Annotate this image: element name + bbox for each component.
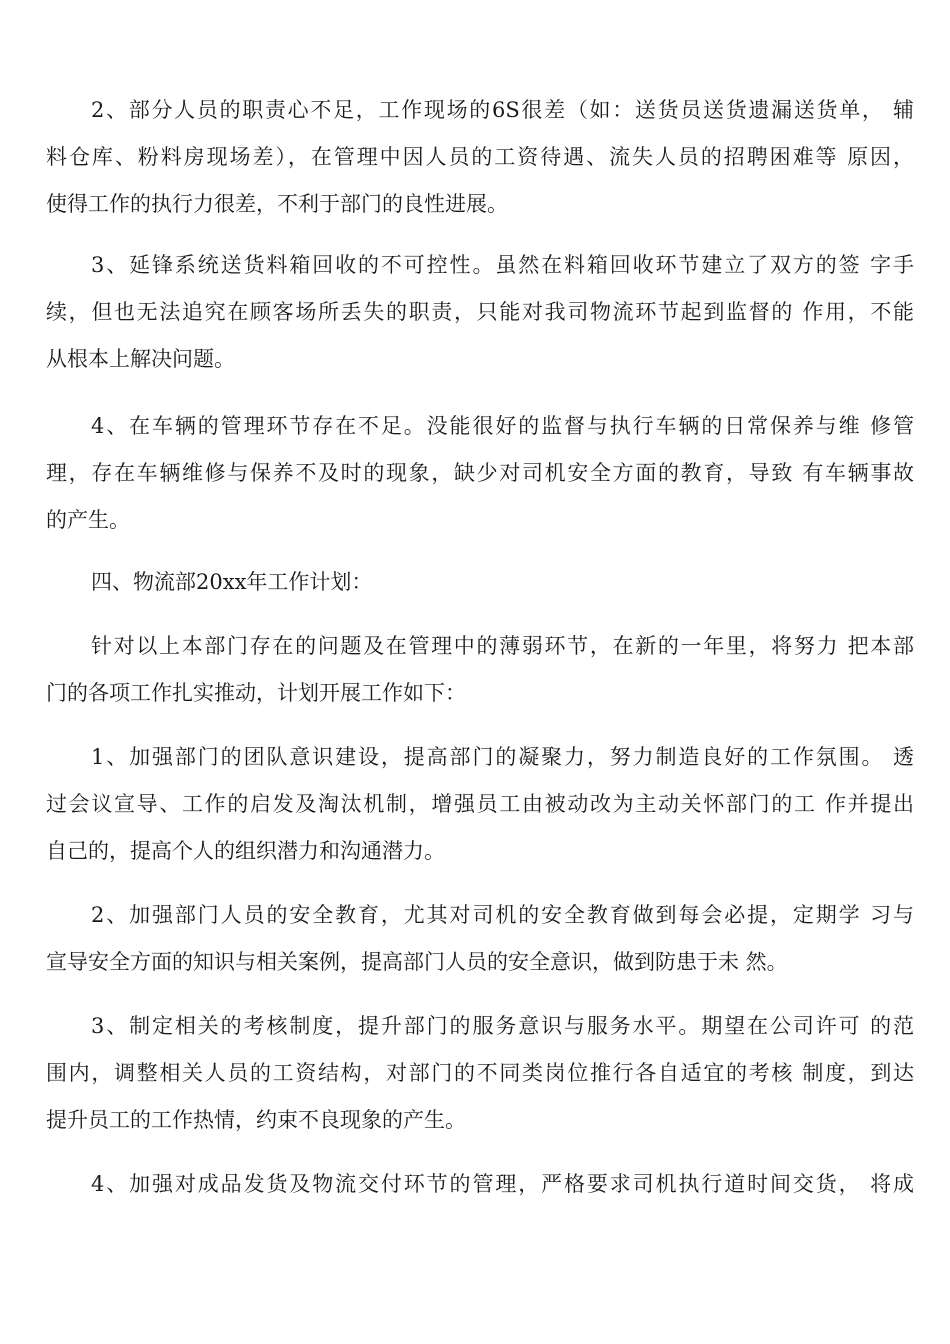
text-line: 续，但也无法追究在顾客场所丢失的职责，只能对我司物流环节起到监督的 作用，不能 <box>46 300 914 324</box>
text-line: 门的各项工作扎实推动，计划开展工作如下： <box>46 681 466 705</box>
text-line: 四、物流部20xx年工作计划： <box>91 570 373 594</box>
text-line: 使得工作的执行力很差，不利于部门的良性进展。 <box>46 192 508 216</box>
text-line: 理，存在车辆维修与保养不及时的现象，缺少对司机安全方面的教育，导致 有车辆事故 <box>46 461 914 485</box>
text-line: 针对以上本部门存在的问题及在管理中的薄弱环节，在新的一年里，将努力 把本部 <box>91 634 914 658</box>
text-line: 的产生。 <box>46 508 130 532</box>
text-line: 1、加强部门的团队意识建设，提高部门的凝聚力，努力制造良好的工作氛围。 透 <box>91 745 914 769</box>
text-line: 料仓库、粉料房现场差），在管理中因人员的工资待遇、流失人员的招聘困难等 原因， <box>46 145 914 169</box>
text-line: 4、加强对成品发货及物流交付环节的管理，严格要求司机执行道时间交货， 将成 <box>91 1172 914 1196</box>
text-line: 提升员工的工作热情，约束不良现象的产生。 <box>46 1108 466 1132</box>
text-line: 4、在车辆的管理环节存在不足。没能很好的监督与执行车辆的日常保养与维 修管 <box>91 414 914 438</box>
text-line: 2、部分人员的职责心不足，工作现场的6S很差（如：送货员送货遗漏送货单， 辅 <box>91 98 914 122</box>
text-line: 宣导安全方面的知识与相关案例，提高部门人员的安全意识，做到防患于未 然。 <box>46 950 788 974</box>
text-line: 自己的，提高个人的组织潜力和沟通潜力。 <box>46 839 445 863</box>
text-line: 从根本上解决问题。 <box>46 347 235 371</box>
text-line: 2、加强部门人员的安全教育，尤其对司机的安全教育做到每会必提，定期学 习与 <box>91 903 914 927</box>
text-line: 3、制定相关的考核制度，提升部门的服务意识与服务水平。期望在公司许可 的范 <box>91 1014 914 1038</box>
text-line: 过会议宣导、工作的启发及淘汰机制，增强员工由被动改为主动关怀部门的工 作并提出 <box>46 792 914 816</box>
text-line: 围内，调整相关人员的工资结构，对部门的不同类岗位推行各自适宜的考核 制度，到达 <box>46 1061 914 1085</box>
text-line: 3、延锋系统送货料箱回收的不可控性。虽然在料箱回收环节建立了双方的签 字手 <box>91 253 914 277</box>
